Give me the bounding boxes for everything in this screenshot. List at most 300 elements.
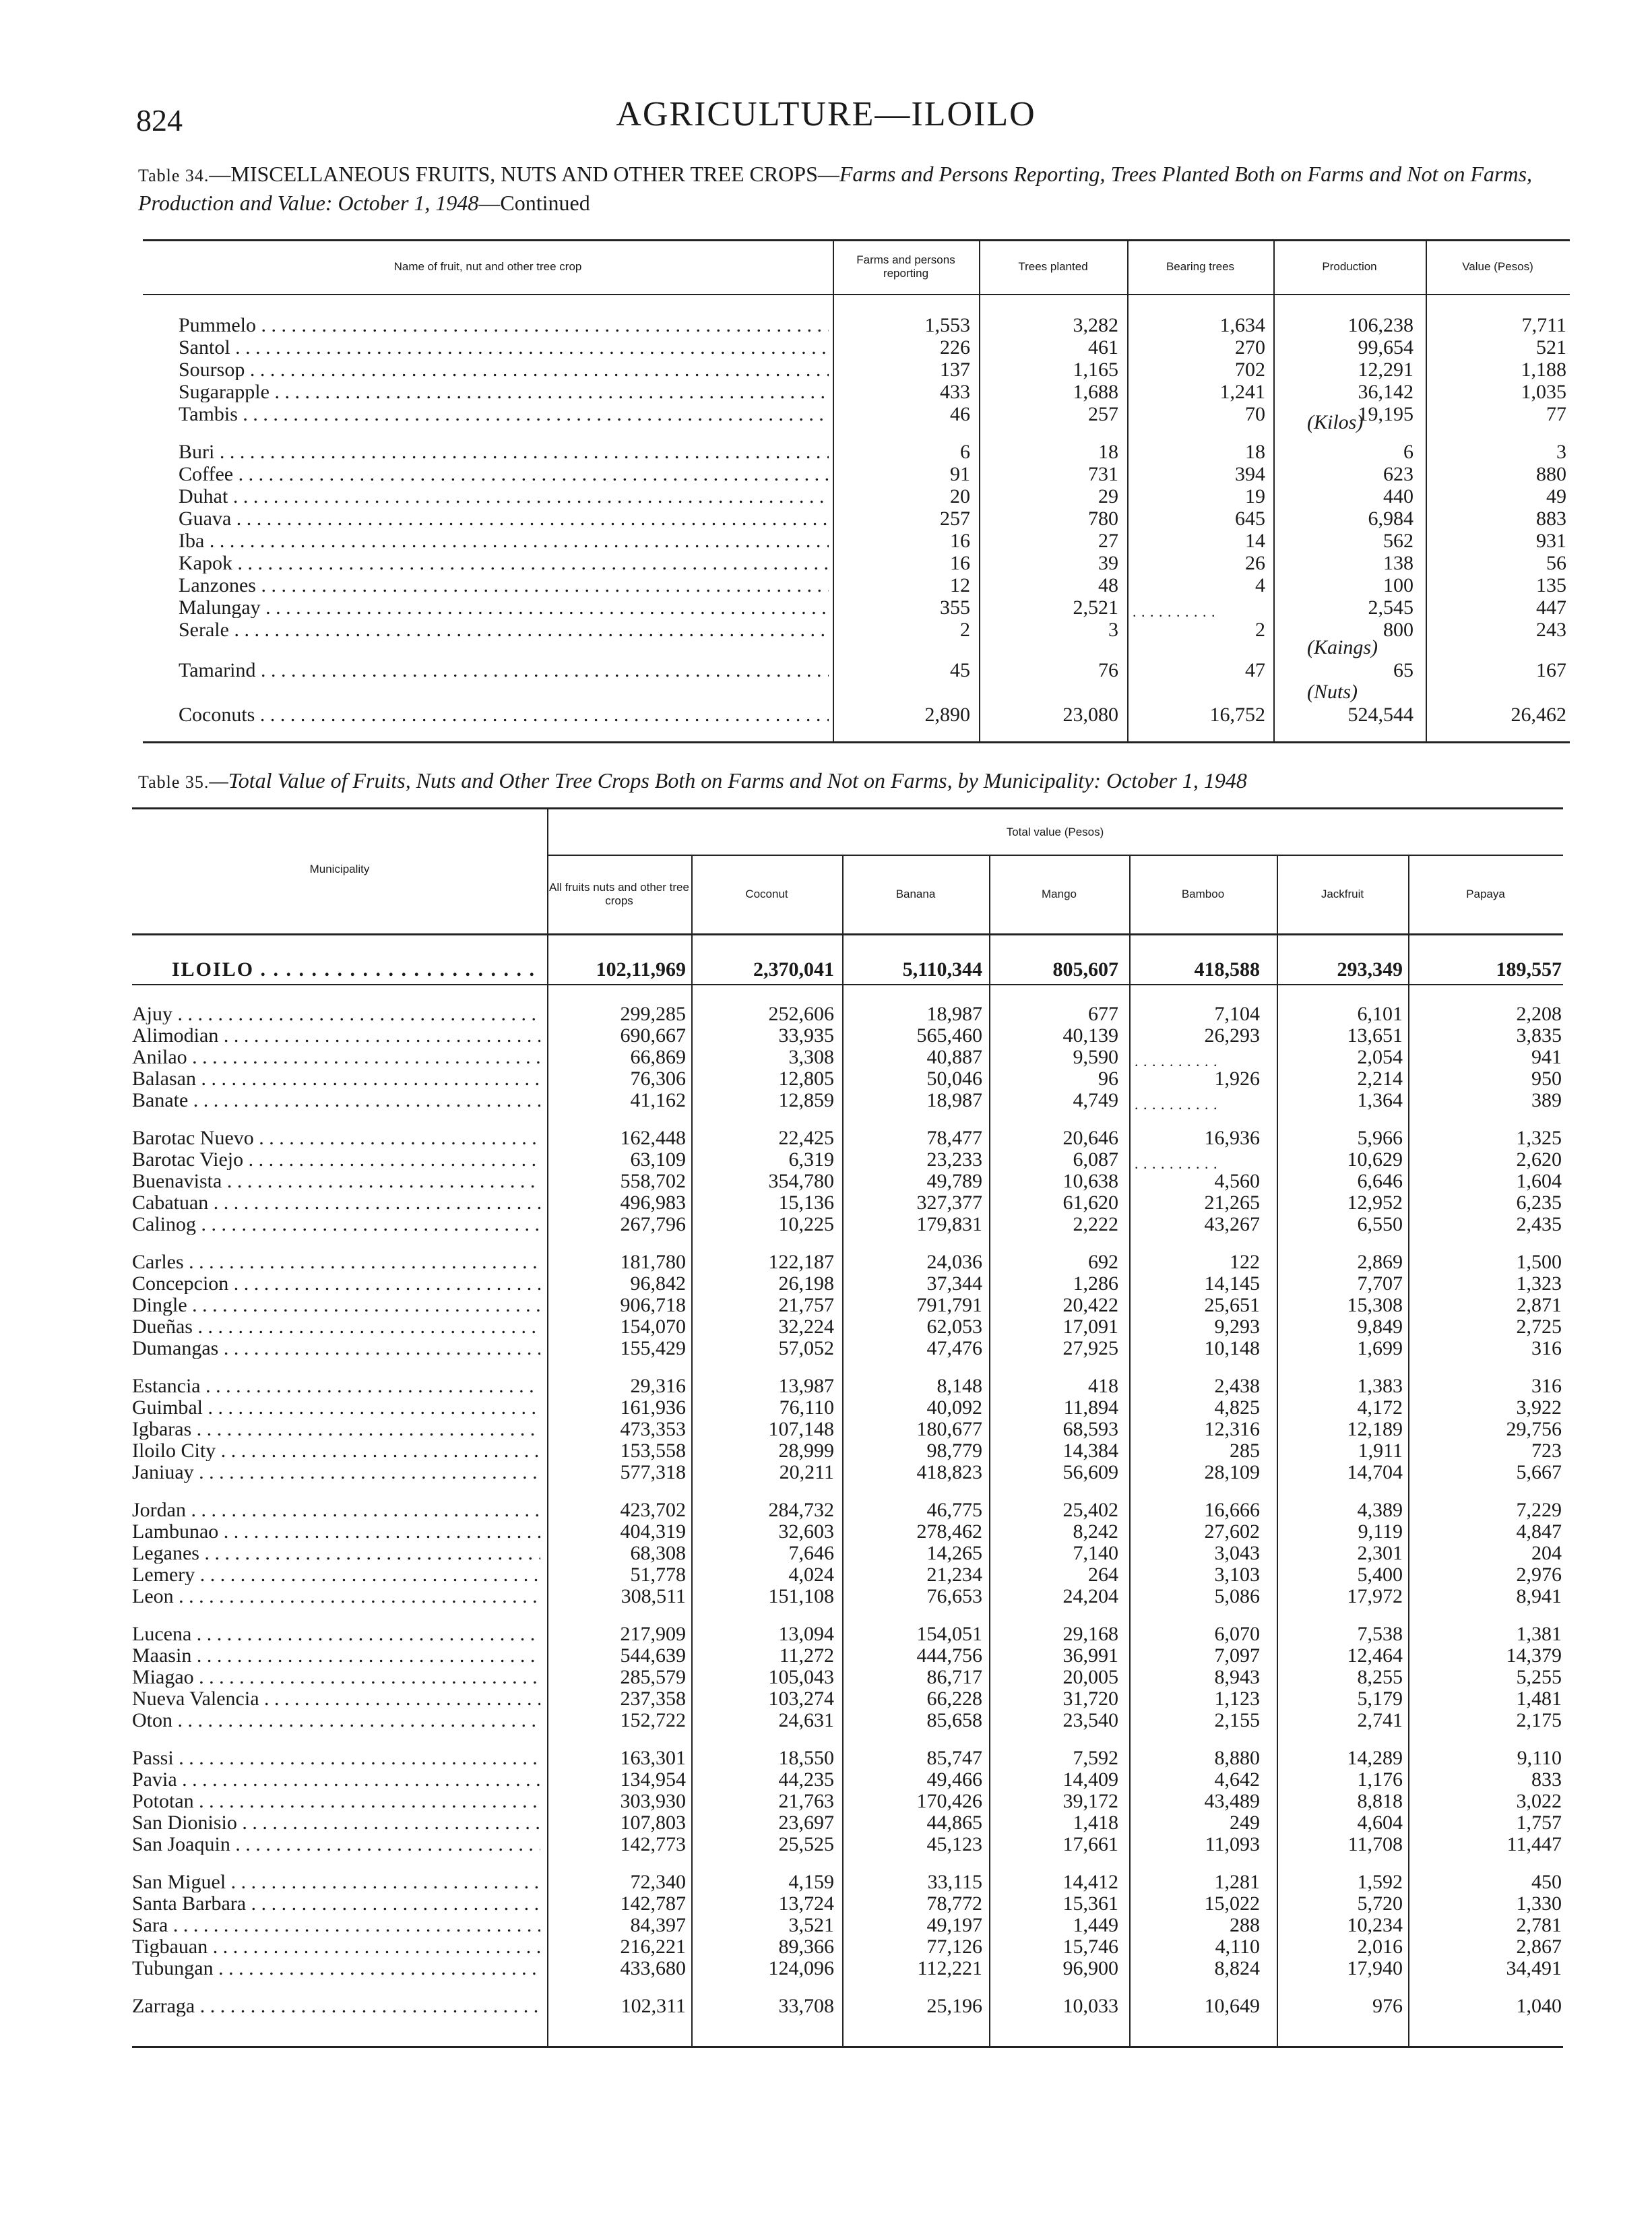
table35-cell: 154,051 [916, 1623, 982, 1645]
table34-cell: 77 [1546, 403, 1566, 425]
table35-cell: 151,108 [768, 1585, 834, 1607]
table35-cell: 23,697 [778, 1812, 834, 1834]
table35-cell: 354,780 [768, 1170, 834, 1192]
table34-cell: 27 [1098, 530, 1118, 552]
table34-column-header: Name of fruit, nut and other tree crop [393, 260, 582, 273]
table35-cell: 15,746 [1062, 1936, 1118, 1958]
table35-row [0, 1565, 1652, 1585]
table34-cell: 2,521 [1073, 596, 1118, 619]
table34-row [0, 315, 1652, 336]
table35-column-header: Papaya [1466, 888, 1505, 900]
table35-cell: 20,422 [1062, 1294, 1118, 1316]
table35-cell: 63,109 [630, 1148, 686, 1171]
table35-cell: 33,935 [778, 1024, 834, 1047]
table35-cell: 249 [1230, 1812, 1260, 1834]
table35-cell: 29,756 [1506, 1418, 1562, 1440]
table34-cell: 36,142 [1358, 381, 1413, 403]
table35-row [0, 1419, 1652, 1440]
table35-cell: 162,448 [620, 1127, 686, 1149]
table35-row [0, 1090, 1652, 1111]
table34-row [0, 382, 1652, 402]
table34-cell: 394 [1235, 463, 1265, 485]
table34-cell: 46 [950, 403, 970, 425]
table35-cell: 7,140 [1073, 1542, 1118, 1564]
table35-row [0, 1150, 1652, 1170]
table35-cell: 33,708 [778, 1995, 834, 2017]
table35-cell: 8,824 [1214, 1957, 1260, 1979]
table34-crop-name: Coffee . . . [179, 464, 829, 485]
table35-cell: 15,136 [778, 1192, 834, 1214]
table35-cell: 1,330 [1516, 1892, 1562, 1915]
table35-cell: 8,242 [1073, 1520, 1118, 1543]
table35-municipality-name: Estancia . . . [132, 1376, 540, 1396]
table34-cell: 16 [950, 530, 970, 552]
table34-cell: 23,080 [1062, 704, 1118, 726]
table35-row [0, 1894, 1652, 1914]
table34-cell: 106,238 [1347, 314, 1413, 336]
table35-cell: 103,274 [768, 1688, 834, 1710]
table35-cell: 1,757 [1516, 1812, 1562, 1834]
table35-cell: 20,211 [779, 1461, 834, 1483]
table35-total-rule [132, 984, 1563, 985]
table35-cell: 12,464 [1347, 1644, 1403, 1667]
table34-column-header: Farms and persons reporting [856, 253, 955, 280]
table35-cell: 107,148 [768, 1418, 834, 1440]
table34-crop-name: Malungay . . . [179, 598, 829, 618]
table34-cell: 12,291 [1358, 359, 1413, 381]
table34-cell: 47 [1245, 659, 1265, 681]
table35-cell: 217,909 [620, 1623, 686, 1645]
table34-row [0, 660, 1652, 681]
table35-cell: 23,233 [926, 1148, 982, 1171]
table35-cell: 299,285 [620, 1003, 686, 1025]
table35-cell: 17,972 [1347, 1585, 1403, 1607]
table35-cell: 47,476 [926, 1337, 982, 1359]
table35-cell: 204 [1531, 1542, 1562, 1564]
table35-cell: 496,983 [620, 1192, 686, 1214]
table35-cell: 10,148 [1204, 1337, 1260, 1359]
table35-cell: 6,319 [788, 1148, 834, 1171]
table35-cell: 77,126 [926, 1936, 982, 1958]
table35-cell: 2,301 [1357, 1542, 1403, 1564]
table34-cell: 461 [1088, 336, 1118, 359]
table34-row [0, 509, 1652, 529]
table35-cell: 37,344 [926, 1272, 982, 1295]
table35-municipality-name: Miagao . . . [132, 1667, 540, 1688]
table35-municipality-name: Maasin . . . [132, 1646, 540, 1666]
table34-crop-name: Coconuts . . . [179, 705, 829, 725]
table35-cell: 96,842 [630, 1272, 686, 1295]
table34-crop-name: Iba . . . [179, 531, 829, 551]
table35-row [0, 1069, 1652, 1089]
table35-cell: 7,646 [788, 1542, 834, 1564]
table34-cell: 76 [1098, 659, 1118, 681]
table35-cell: 45,123 [926, 1833, 982, 1855]
table35-cell: 20,005 [1062, 1666, 1118, 1688]
table35-cell: 40,887 [926, 1046, 982, 1068]
table34-caption [138, 160, 1573, 216]
table35-cell: 15,361 [1062, 1892, 1118, 1915]
table34-crop-name: Kapok . . . [179, 553, 829, 574]
table35-cell: 267,796 [620, 1213, 686, 1235]
table35-cell: 46,775 [926, 1499, 982, 1521]
table34-header-rule [143, 294, 1570, 295]
table35-cell: 2,222 [1073, 1213, 1118, 1235]
table35-cell: 153,558 [620, 1440, 686, 1462]
table35-municipality-name: Guimbal . . . [132, 1398, 540, 1418]
table35-municipality-name: Alimodian . . . [132, 1026, 540, 1046]
table34-cell: 1,035 [1521, 381, 1566, 403]
table35-cell: 21,234 [926, 1564, 982, 1586]
table35-cell: 4,024 [788, 1564, 834, 1586]
table35-row [0, 1915, 1652, 1936]
table35-municipality-name: Banate . . . [132, 1090, 540, 1111]
table34-cell: 800 [1383, 619, 1413, 641]
table34-cell: 12 [950, 574, 970, 596]
table35-cell: 2,155 [1214, 1709, 1260, 1731]
table35-cell: 7,104 [1214, 1003, 1260, 1025]
table35-row [0, 1937, 1652, 1957]
table35-cell: 14,384 [1062, 1440, 1118, 1462]
table35-row [0, 1026, 1652, 1046]
table35-cell: 180,677 [916, 1418, 982, 1440]
table35-cell: 49,789 [926, 1170, 982, 1192]
table34-cell: 4 [1255, 574, 1265, 596]
table35-header-rule [132, 933, 1563, 935]
table35-label: Table 35. [138, 772, 210, 792]
table34-crop-name: Pummelo . . . [179, 315, 829, 336]
table35-cell: 7,707 [1357, 1272, 1403, 1295]
table34-row [0, 531, 1652, 551]
table34-cell: 645 [1235, 507, 1265, 530]
table34-cell: 19,195 [1358, 403, 1413, 425]
table35-cell: 690,667 [620, 1024, 686, 1047]
table34-cell: 7,711 [1521, 314, 1566, 336]
table35-municipality-name: Calinog . . . [132, 1214, 540, 1235]
table35-cell: 2,869 [1357, 1251, 1403, 1273]
table35-row [0, 1274, 1652, 1294]
table35-cell: 1,500 [1516, 1251, 1562, 1273]
table35-cell: 423,702 [620, 1499, 686, 1521]
table34-row [0, 338, 1652, 358]
table34-subtitle: Farms and Persons Reporting, Trees Planted Both on Farms and Not on Farms, Production and Value: October 1, 1948 [138, 162, 1533, 215]
table35-cell: 9,293 [1214, 1316, 1260, 1338]
table35-cell: 4,110 [1215, 1936, 1260, 1958]
table34-cell: 20 [950, 485, 970, 507]
table35-row [0, 1543, 1652, 1564]
table35-cell: 285,579 [620, 1666, 686, 1688]
table34-cell: 138 [1383, 552, 1413, 574]
table35-cell: 11,447 [1506, 1833, 1562, 1855]
table35-municipality-name: Santa Barbara . . . [132, 1894, 540, 1914]
table35-row [0, 1834, 1652, 1855]
table35-cell: 105,043 [768, 1666, 834, 1688]
table35-cell: 284,732 [768, 1499, 834, 1521]
table35-cell: 9,119 [1358, 1520, 1403, 1543]
table34-row [0, 620, 1652, 640]
table35-cell: 389 [1531, 1089, 1562, 1111]
table34-continued: —Continued [478, 191, 590, 215]
table35-cell: 85,658 [926, 1709, 982, 1731]
table35-cell: 11,272 [779, 1644, 834, 1667]
table34-cell: 524,544 [1347, 704, 1413, 726]
table34-cell: 6 [1403, 441, 1413, 463]
table35-cell: 76,110 [779, 1396, 834, 1419]
table35-cell: 85,747 [926, 1747, 982, 1769]
table35-cell: 11,894 [1063, 1396, 1118, 1419]
table35-cell: 163,301 [620, 1747, 686, 1769]
table34-crop-name: Guava . . . [179, 509, 829, 529]
table34-cell: 3 [1108, 619, 1118, 641]
table35-total-cell: 2,370,041 [753, 958, 834, 981]
table34-crop-name: Tambis . . . [179, 404, 829, 425]
table35-cell: 89,366 [778, 1936, 834, 1958]
table35-column-header: Mango [1042, 888, 1077, 900]
table35-cell: 7,229 [1516, 1499, 1562, 1521]
table34-unit-label: (Nuts) [1307, 681, 1358, 703]
table35-cell: 170,426 [916, 1790, 982, 1812]
table35-cell: 1,281 [1214, 1871, 1260, 1893]
table35-total-cell: 5,110,344 [902, 958, 982, 981]
table34-row [0, 442, 1652, 462]
table35-cell: 17,661 [1062, 1833, 1118, 1855]
table35-municipality-name: Zarraga . . . [132, 1996, 540, 2016]
table35-cell: 41,162 [630, 1089, 686, 1111]
table35-cell: 6,101 [1357, 1003, 1403, 1025]
table35-cell: 308,511 [621, 1585, 686, 1607]
table35-cell: 1,123 [1214, 1688, 1260, 1710]
table35-row [0, 1958, 1652, 1979]
table34-column-header: Trees planted [1018, 260, 1088, 273]
table34-title: —MISCELLANEOUS FRUITS, NUTS AND OTHER TREE CROPS— [209, 162, 839, 186]
table35-cell: 288 [1230, 1914, 1260, 1936]
table35-row [0, 1398, 1652, 1418]
table34-bottom-rule [143, 741, 1570, 743]
table34-crop-name: Sugarapple . . . [179, 382, 829, 402]
table34-unit-label: (Kaings) [1307, 636, 1378, 658]
table34-row [0, 553, 1652, 574]
table35-cell: 1,176 [1357, 1768, 1403, 1791]
table34-cell: 1,241 [1219, 381, 1265, 403]
table34-cell: 243 [1536, 619, 1566, 641]
table35-cell: 68,593 [1062, 1418, 1118, 1440]
table34-cell: 100 [1383, 574, 1413, 596]
table35-cell: 10,225 [778, 1213, 834, 1235]
table35-cell: 5,400 [1357, 1564, 1403, 1586]
table35-cell: 29,168 [1062, 1623, 1118, 1645]
table34-cell: 137 [940, 359, 970, 381]
table35-cell: 12,859 [778, 1089, 834, 1111]
table35-cell: 17,091 [1062, 1316, 1118, 1338]
table35-caption [138, 767, 1573, 796]
table34-cell: 19 [1245, 485, 1265, 507]
table35-column-header: All fruits nuts and other tree crops [549, 881, 689, 907]
table35-row [0, 1813, 1652, 1833]
table35-municipality-name: Tigbauan . . . [132, 1937, 540, 1957]
table35-cell: 78,477 [926, 1127, 982, 1149]
table34-crop-name: Serale . . . [179, 620, 829, 640]
table34-cell: 29 [1098, 485, 1118, 507]
table35-cell: 558,702 [620, 1170, 686, 1192]
table35-cell: 24,204 [1062, 1585, 1118, 1607]
table34-cell: 45 [950, 659, 970, 681]
table35-cell: 21,265 [1204, 1192, 1260, 1214]
table34-row [0, 404, 1652, 425]
table35-municipality-name: Barotac Nuevo . . . [132, 1128, 540, 1148]
table35-cell: 3,043 [1214, 1542, 1260, 1564]
table35-cell: 473,353 [620, 1418, 686, 1440]
table35-cell: 43,489 [1204, 1790, 1260, 1812]
table35-row [0, 1376, 1652, 1396]
table35-cell-empty [1135, 1094, 1260, 1115]
table35-municipality-name: Dingle . . . [132, 1295, 540, 1316]
table35-municipality-name: Pototan . . . [132, 1791, 540, 1812]
table34-cell: 270 [1235, 336, 1265, 359]
table35-cell: 8,818 [1357, 1790, 1403, 1812]
table35-total-name: ILOILO . . . [172, 960, 542, 980]
table35-cell: 26,198 [778, 1272, 834, 1295]
table35-cell: 8,943 [1214, 1666, 1260, 1688]
table34-cell: 780 [1088, 507, 1118, 530]
table34-crop-name: Lanzones . . . [179, 576, 829, 596]
table35-cell: 6,087 [1073, 1148, 1118, 1171]
table35-cell: 444,756 [916, 1644, 982, 1667]
table35-municipality-name: San Dionisio . . . [132, 1813, 540, 1833]
table34-cell: 1,188 [1521, 359, 1566, 381]
table35-cell: 278,462 [916, 1520, 982, 1543]
table34-cell: 2 [1255, 619, 1265, 641]
table34-cell: 16 [950, 552, 970, 574]
table35-cell: 10,629 [1347, 1148, 1403, 1171]
table35-cell: 2,175 [1516, 1709, 1562, 1731]
table34-cell: 355 [940, 596, 970, 619]
table34-label: Table 34. [138, 166, 210, 185]
table35-cell: 25,402 [1062, 1499, 1118, 1521]
table35-cell: 4,604 [1357, 1812, 1403, 1834]
running-head: AGRICULTURE—ILOILO [616, 95, 1036, 133]
table34-cell: 883 [1536, 507, 1566, 530]
table35-cell: 12,316 [1204, 1418, 1260, 1440]
table35-row [0, 1791, 1652, 1812]
table35-municipality-name: Oton . . . [132, 1710, 540, 1731]
table34-cell: 56 [1546, 552, 1566, 574]
table35-cell: 5,179 [1357, 1688, 1403, 1710]
table35-cell: 5,255 [1516, 1666, 1562, 1688]
table35-row [0, 1338, 1652, 1359]
table35-municipality-name: Igbaras . . . [132, 1419, 540, 1440]
table34-cell: 1,688 [1073, 381, 1118, 403]
table34-column-header: Value (Pesos) [1462, 260, 1533, 273]
table35-cell: 10,234 [1347, 1914, 1403, 1936]
table35-cell: 8,148 [936, 1375, 982, 1397]
table35-cell: 941 [1531, 1046, 1562, 1068]
table35-row [0, 1295, 1652, 1316]
table35-cell: 9,849 [1357, 1316, 1403, 1338]
table35-cell: 14,704 [1347, 1461, 1403, 1483]
table35-row [0, 1522, 1652, 1542]
table34-cell: 447 [1536, 596, 1566, 619]
table34-cell: 2 [960, 619, 970, 641]
table35-cell: 1,383 [1357, 1375, 1403, 1397]
table35-cell: 15,308 [1347, 1294, 1403, 1316]
table35-cell: 15,022 [1204, 1892, 1260, 1915]
table35-cell: 154,070 [620, 1316, 686, 1338]
table34-cell: 18 [1098, 441, 1118, 463]
table35-cell: 327,377 [916, 1192, 982, 1214]
table35-municipality-name: Concepcion . . . [132, 1274, 540, 1294]
table35-cell: 51,778 [630, 1564, 686, 1586]
table34-cell: 931 [1536, 530, 1566, 552]
table35-cell: 2,725 [1516, 1316, 1562, 1338]
table34-cell: 880 [1536, 463, 1566, 485]
table35-column-header: Jackfruit [1321, 888, 1364, 900]
table35-cell: 84,397 [630, 1914, 686, 1936]
table34-cell: 226 [940, 336, 970, 359]
table35-municipality-name: Jordan . . . [132, 1500, 540, 1520]
table34-cell: 2,890 [924, 704, 970, 726]
table35-cell: 102,311 [621, 1995, 686, 2017]
table34-cell: 440 [1383, 485, 1413, 507]
table35-cell: 1,926 [1214, 1068, 1260, 1090]
table34-column-header: Production [1322, 260, 1377, 273]
table35-cell: 18,987 [926, 1003, 982, 1025]
table34-cell: 3 [1556, 441, 1566, 463]
table35-cell: 3,835 [1516, 1024, 1562, 1047]
table35-cell: 5,086 [1214, 1585, 1260, 1607]
table35-cell: 14,379 [1506, 1644, 1562, 1667]
table35-cell: 303,930 [620, 1790, 686, 1812]
table35-total-cell: 418,588 [1194, 958, 1260, 981]
table35-row [0, 1193, 1652, 1213]
table35-cell: 10,033 [1062, 1995, 1118, 2017]
table35-cell: 10,649 [1204, 1995, 1260, 2017]
table35-cell: 11,708 [1347, 1833, 1403, 1855]
table35-municipality-name: Leon . . . [132, 1586, 540, 1607]
table34-cell: 3,282 [1073, 314, 1118, 336]
table35-cell: 404,319 [620, 1520, 686, 1543]
table35-cell: 2,016 [1357, 1936, 1403, 1958]
table35-cell: 316 [1531, 1337, 1562, 1359]
table35-cell: 13,724 [778, 1892, 834, 1915]
table35-cell: 14,409 [1062, 1768, 1118, 1791]
table34-crop-name: Tamarind . . . [179, 660, 829, 681]
table35-municipality-name: Carles . . . [132, 1252, 540, 1272]
table35-cell: 2,054 [1357, 1046, 1403, 1068]
table35-column-header: Banana [895, 888, 936, 900]
table35-cell: 2,781 [1516, 1914, 1562, 1936]
table35-cell: 1,323 [1516, 1272, 1562, 1295]
table35-row [0, 1624, 1652, 1644]
table35-cell: 12,952 [1347, 1192, 1403, 1214]
table35-cell: 8,255 [1357, 1666, 1403, 1688]
table35-cell: 2,741 [1357, 1709, 1403, 1731]
table35-cell: 32,224 [778, 1316, 834, 1338]
table35-cell: 418,823 [916, 1461, 982, 1483]
table35-cell: 6,646 [1357, 1170, 1403, 1192]
table35-cell: 2,867 [1516, 1936, 1562, 1958]
table35-cell: 2,620 [1516, 1148, 1562, 1171]
table35-cell: 9,590 [1073, 1046, 1118, 1068]
table35-municipality-name: Balasan . . . [132, 1069, 540, 1089]
table34-crop-name: Santol . . . [179, 338, 829, 358]
table35-municipality-name: Buenavista . . . [132, 1171, 540, 1192]
table35-cell: 7,592 [1073, 1747, 1118, 1769]
table35-cell: 2,208 [1516, 1003, 1562, 1025]
table35-cell: 21,763 [778, 1790, 834, 1812]
table34-crop-name: Buri . . . [179, 442, 829, 462]
table35-cell: 13,987 [778, 1375, 834, 1397]
table34-crop-name: Duhat . . . [179, 487, 829, 507]
